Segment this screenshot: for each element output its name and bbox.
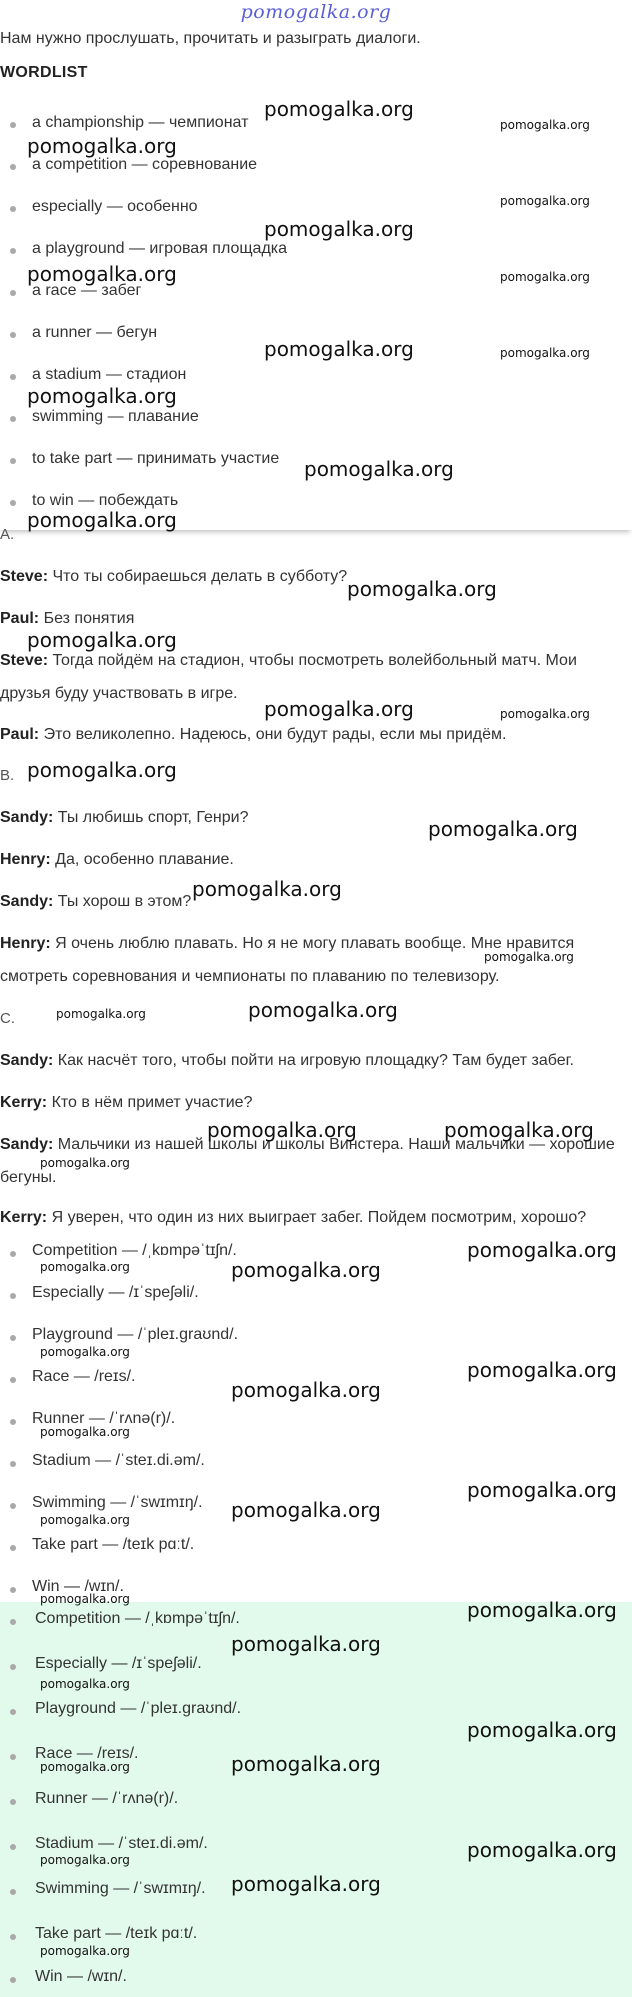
speaker-name: Sandy: [0,809,54,826]
list-item-text: a playground — игровая площадка [32,240,288,257]
transcription-text: Take part — /teɪk pɑːt/. [32,1536,195,1553]
bullet-icon [10,1934,16,1940]
watermark: pomogalka.org [467,1238,617,1262]
bullet-icon [10,1545,16,1551]
line-text: Кто в нём примет участие? [47,1094,253,1111]
list-item-text: a competition — соревнование [32,156,258,173]
line-text: Я уверен, что один из них выиграет забег. Пойдем посмотрим, хорошо? [47,1209,587,1226]
speaker-name: Sandy: [0,893,54,910]
watermark: pomogalka.org [304,457,454,481]
watermark: pomogalka.org [231,1498,381,1522]
watermark: pomogalka.org [40,1425,130,1439]
bullet-icon [10,1799,16,1805]
transcription-text: Win — /wɪn/. [35,1968,127,1985]
bullet-icon [10,1619,16,1625]
watermark: pomogalka.org [40,1592,130,1606]
watermark: pomogalka.org [40,1760,130,1774]
watermark: pomogalka.org [444,1118,594,1142]
watermark: pomogalka.org [56,1007,146,1021]
bullet-icon [10,290,16,296]
bullet-icon [10,248,16,254]
watermark: pomogalka.org [27,384,177,408]
bullet-icon [10,1419,16,1425]
watermark: pomogalka.org [40,1944,130,1958]
line-text: Ты любишь спорт, Генри? [53,809,249,826]
speaker-name: Paul: [0,726,40,743]
dialogue-b-letter: B. [0,767,15,784]
transcription-text: Swimming — /ˈswɪmɪŋ/. [32,1494,203,1511]
speaker-name: Paul: [0,610,40,627]
dialogue-c-letter: C. [0,1010,15,1027]
list-item-text: a race — забег [32,282,142,299]
speaker-name: Kerry: [0,1209,48,1226]
bullet-icon [10,206,16,212]
watermark: pomogalka.org [231,1632,381,1656]
watermark: pomogalka.org [467,1598,617,1622]
watermark: pomogalka.org [428,817,578,841]
speaker-name: Sandy: [0,1136,54,1153]
line-text: Как насчёт того, чтобы пойти на игровую площадку? Там будет забег. [53,1052,574,1069]
watermark: pomogalka.org [500,707,590,721]
watermark: pomogalka.org [231,1872,381,1896]
watermark: pomogalka.org [484,950,574,964]
watermark: pomogalka.org [40,1513,130,1527]
transcription-text: Stadium — /ˈsteɪ.di.əm/. [35,1835,208,1852]
watermark: pomogalka.org [264,337,414,361]
watermark: pomogalka.org [467,1478,617,1502]
watermark: pomogalka.org [27,758,177,782]
watermark: pomogalka.org [40,1853,130,1867]
list-item-text: especially — особенно [32,198,198,215]
watermark: pomogalka.org [27,628,177,652]
line-text: Да, особенно плавание. [50,851,234,868]
list-item-text: to take part — принимать участие [32,450,280,467]
watermark: pomogalka.org [467,1838,617,1862]
watermark: pomogalka.org [467,1358,617,1382]
watermark: pomogalka.org [40,1260,130,1274]
list-item-text: a championship — чемпионат [32,114,249,131]
dialogue-line [0,560,625,593]
transcription-text: Especially — /ɪˈspeʃəli/. [32,1284,199,1301]
wordlist-heading: WORDLIST [0,64,88,81]
bullet-icon [10,1844,16,1850]
bullet-icon [10,1335,16,1341]
bullet-icon [10,500,16,506]
bullet-icon [10,458,16,464]
watermark: pomogalka.org [231,1258,381,1282]
list-item-text: to win — побеждать [32,492,179,509]
transcription-text: Competition — /ˌkɒmpəˈtɪʃn/. [35,1610,240,1627]
bullet-icon [10,416,16,422]
line-text: Я очень люблю плавать. Но я не могу плавать вообще. Мне нравится смотреть соревнования и чемпионаты по плаванию по телевизору. [0,935,575,985]
dialogue-line [0,1201,625,1234]
watermark: pomogalka.org [467,1718,617,1742]
watermark: pomogalka.org [40,1156,130,1170]
bullet-icon [10,164,16,170]
watermark: pomogalka.org [207,1118,357,1142]
watermark: pomogalka.org [192,877,342,901]
transcription-text: Win — /wɪn/. [32,1578,124,1595]
transcription-text: Especially — /ɪˈspeʃəli/. [35,1655,202,1672]
watermark: pomogalka.org [264,697,414,721]
watermark: pomogalka.org [27,262,177,286]
bullet-icon [10,1251,16,1257]
transcription-text: Playground — /ˈpleɪ.graʊnd/. [35,1700,242,1717]
line-text: Мальчики из нашей школы и школы Винстера. Наши мальчики — хорошие бегуны. [0,1136,615,1186]
speaker-name: Steve: [0,568,49,585]
watermark: pomogalka.org [27,134,177,158]
bullet-icon [10,1754,16,1760]
bullet-icon [10,122,16,128]
transcription-text: Runner — /ˈrʌnə(r)/. [35,1790,179,1807]
dialogue-line [0,843,625,876]
list-item-text: swimming — плавание [32,408,199,425]
watermark: pomogalka.org [264,97,414,121]
line-text: Что ты собираешься делать в субботу? [48,568,348,585]
watermark: pomogalka.org [500,118,590,132]
speaker-name: Sandy: [0,1052,54,1069]
transcription-text: Race — /reɪs/. [35,1745,139,1762]
watermark: pomogalka.org [27,508,177,532]
watermark: pomogalka.org [231,1378,381,1402]
watermark: pomogalka.org [500,346,590,360]
transcription-text: Take part — /teɪk pɑːt/. [35,1925,198,1942]
speaker-name: Steve: [0,652,49,669]
line-text: Без понятия [39,610,135,627]
watermark: pomogalka.org [500,194,590,208]
bullet-icon [10,1293,16,1299]
list-item [0,408,620,430]
line-text: Тогда пойдём на стадион, чтобы посмотреть волейбольный матч. Мои друзья буду участвовать в игре. [0,652,577,702]
dialogue-a-letter: A. [0,526,15,543]
transcription-text: Swimming — /ˈswɪmɪŋ/. [35,1880,206,1897]
bullet-icon [10,1977,16,1983]
transcription-text: Playground — /ˈpleɪ.graʊnd/. [32,1326,239,1343]
watermark: pomogalka.org [40,1345,130,1359]
bullet-icon [10,1664,16,1670]
watermark: pomogalka.org [231,1752,381,1776]
dialogue-line [0,1086,625,1119]
list-item-text: a stadium — стадион [32,366,187,383]
list-item [0,1790,620,1812]
dialogue-line [0,1044,625,1077]
speaker-name: Henry: [0,935,51,952]
transcription-text: Race — /reɪs/. [32,1368,136,1385]
list-item [0,1968,620,1990]
transcription-text: Stadium — /ˈsteɪ.di.əm/. [32,1452,205,1469]
line-text: Ты хорош в этом? [53,893,192,910]
bullet-icon [10,1503,16,1509]
bullet-icon [10,1587,16,1593]
list-item [0,240,620,262]
list-item [0,156,620,178]
speaker-name: Henry: [0,851,51,868]
intro-text: Нам нужно прослушать, прочитать и разыграть диалоги. [0,30,421,47]
list-item [0,1655,620,1677]
bullet-icon [10,1889,16,1895]
watermark: pomogalka.org [500,270,590,284]
bullet-icon [10,374,16,380]
line-text: Это великолепно. Надеюсь, они будут рады, если мы придём. [39,726,507,743]
transcription-text: Competition — /ˌkɒmpəˈtɪʃn/. [32,1242,237,1259]
watermark: pomogalka.org [40,1677,130,1691]
bullet-icon [10,1461,16,1467]
bullet-icon [10,1377,16,1383]
list-item [0,1452,620,1474]
bullet-icon [10,1709,16,1715]
transcription-text: Runner — /ˈrʌnə(r)/. [32,1410,176,1427]
bullet-icon [10,332,16,338]
list-item [0,1536,620,1558]
speaker-name: Kerry: [0,1094,48,1111]
list-item-text: a runner — бегун [32,324,158,341]
watermark: pomogalka.org [347,577,497,601]
watermark: pomogalka.org [248,998,398,1022]
list-item [0,1284,620,1306]
site-logo[interactable]: pomogalka.org [240,1,392,23]
dialogue-line [0,718,625,751]
watermark: pomogalka.org [264,217,414,241]
